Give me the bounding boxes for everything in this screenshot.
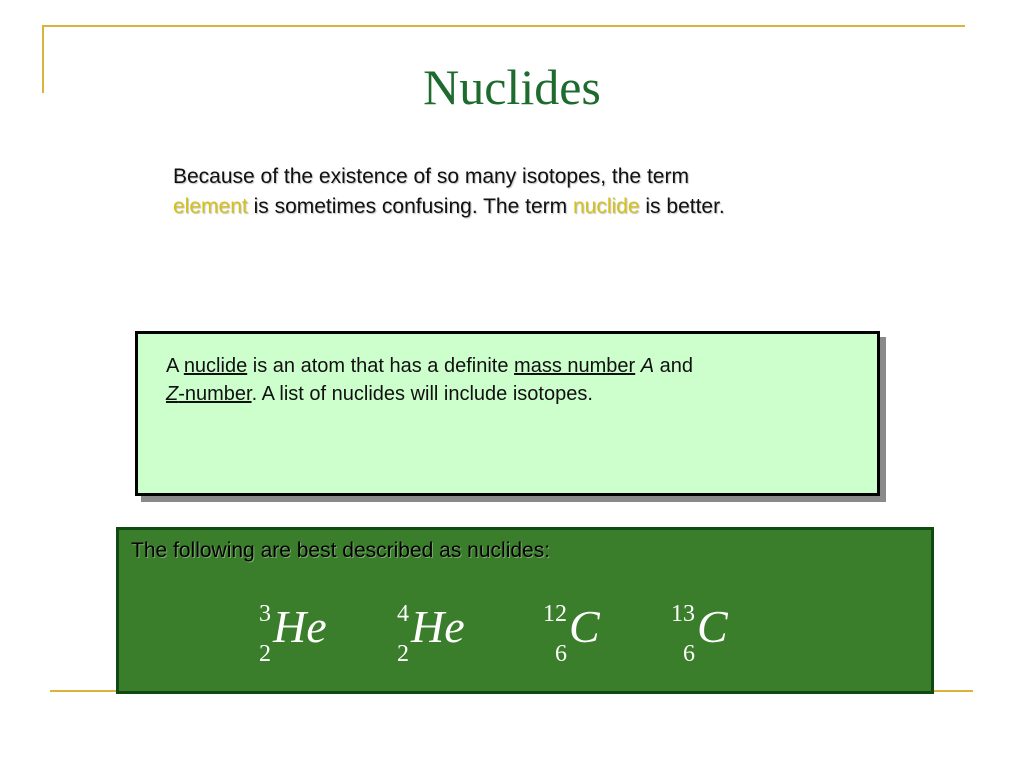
mass-number: 12 (543, 601, 567, 627)
element-symbol: C (697, 601, 728, 652)
examples-caption: The following are best described as nuclides: (131, 539, 551, 562)
def-text-2: is an atom that has a definite (252, 355, 509, 377)
def-text-4: . A list of nuclides will include isotopes. (251, 383, 593, 405)
intro-text-2: is sometimes confusing. The term (253, 195, 568, 218)
def-z-rest: -number (178, 383, 252, 405)
definition-box (135, 331, 880, 496)
mass-number: 3 (259, 601, 271, 627)
slide-title: Nuclides (423, 59, 601, 115)
def-text-1: A (166, 355, 179, 377)
def-symbol-a: A (640, 355, 655, 377)
element-symbol: He (273, 601, 327, 652)
element-symbol: C (569, 601, 600, 652)
atomic-number: 2 (397, 641, 409, 667)
def-text-3: and (659, 355, 694, 377)
def-symbol-z: Z (166, 383, 179, 405)
atomic-number: 2 (259, 641, 271, 667)
intro-text-3: is better. (645, 195, 725, 218)
def-term-nuclide: nuclide (183, 355, 248, 377)
atomic-number: 6 (555, 641, 567, 667)
element-symbol: He (411, 601, 465, 652)
highlight-element: element (173, 195, 248, 218)
examples-box (116, 527, 934, 694)
definition-text (166, 352, 866, 408)
decorative-line-top (42, 25, 965, 27)
atomic-number: 6 (683, 641, 695, 667)
mass-number: 13 (671, 601, 695, 627)
def-term-mass-number: mass number (514, 355, 636, 377)
intro-text-1: Because of the existence of so many isotopes, the term (173, 165, 689, 188)
intro-paragraph (173, 162, 873, 222)
mass-number: 4 (397, 601, 409, 627)
highlight-nuclide: nuclide (572, 195, 640, 218)
def-term-z-number (166, 383, 252, 405)
